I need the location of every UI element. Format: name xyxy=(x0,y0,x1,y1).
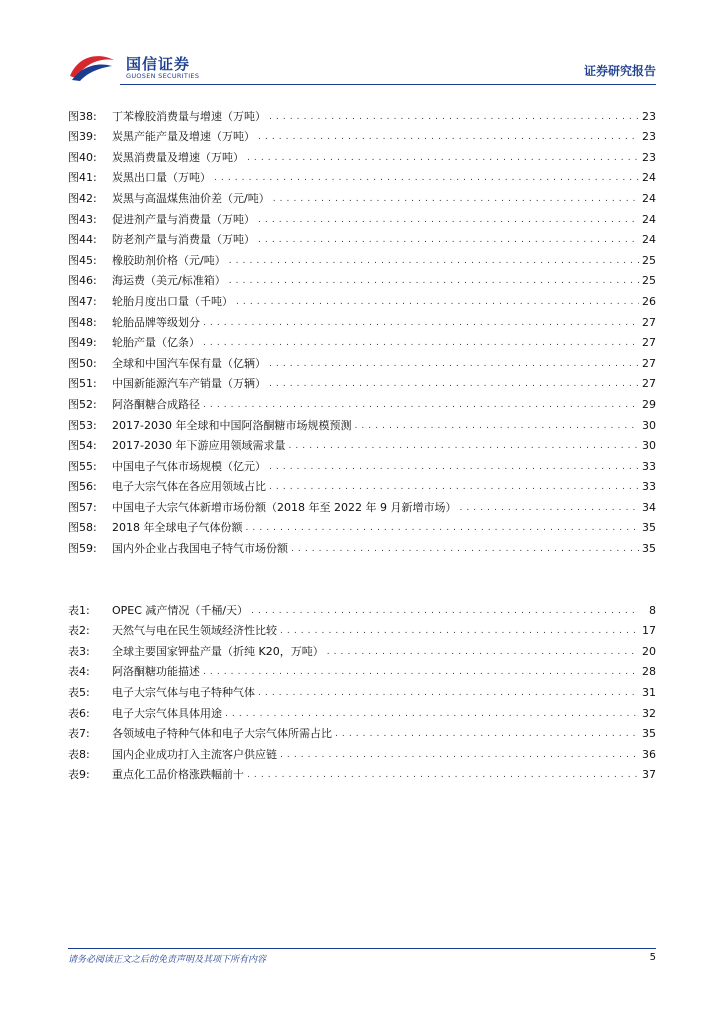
toc-title: 阿洛酮糖合成路径 xyxy=(112,397,200,411)
dot-leader xyxy=(291,541,639,556)
toc-title: 轮胎产量（亿条） xyxy=(112,336,200,350)
toc-title: 轮胎月度出口量（千吨） xyxy=(112,294,233,308)
dot-leader xyxy=(269,109,639,124)
table-entry[interactable] xyxy=(68,741,656,762)
figure-entry[interactable] xyxy=(68,309,656,330)
toc-title: 海运费（美元/标准箱） xyxy=(112,274,226,288)
toc-label: 图55: xyxy=(68,459,97,473)
toc-page-number: 34 xyxy=(642,500,656,514)
toc-label: 图51: xyxy=(68,377,97,391)
toc-title: 电子大宗气体与电子特种气体 xyxy=(112,685,255,699)
toc-title: 中国电子气体市场规模（亿元） xyxy=(112,459,266,473)
toc-page-number: 23 xyxy=(642,130,656,144)
dot-leader xyxy=(229,253,639,268)
toc-label: 图41: xyxy=(68,171,97,185)
toc-label: 表7: xyxy=(68,727,90,741)
toc-title: 国内企业成功打入主流客户供应链 xyxy=(112,747,277,761)
toc-title: 各领域电子特种气体和电子大宗气体所需占比 xyxy=(112,727,332,741)
toc-label: 表1: xyxy=(68,603,90,617)
table-entry[interactable] xyxy=(68,721,656,742)
dot-leader xyxy=(269,356,639,371)
toc-label: 表2: xyxy=(68,624,90,638)
dot-leader xyxy=(280,623,639,638)
toc-label: 图42: xyxy=(68,191,97,205)
toc-page-number: 24 xyxy=(642,191,656,205)
dot-leader xyxy=(258,212,639,227)
toc-label: 图39: xyxy=(68,130,97,144)
toc-title: 2017-2030 年全球和中国阿洛酮糖市场规模预测 xyxy=(112,418,352,432)
figure-entry[interactable] xyxy=(68,227,656,248)
page-number: 5 xyxy=(649,952,656,963)
dot-leader xyxy=(203,315,639,330)
toc-label: 图57: xyxy=(68,500,97,514)
dot-leader xyxy=(203,664,639,679)
footer-divider xyxy=(68,948,656,949)
toc-label: 图47: xyxy=(68,294,97,308)
toc-page-number: 29 xyxy=(642,397,656,411)
toc-title: 国内外企业占我国电子特气市场份额 xyxy=(112,542,288,556)
figure-entry[interactable] xyxy=(68,330,656,351)
toc-title: 电子大宗气体具体用途 xyxy=(112,706,222,720)
toc-title: 轮胎品牌等级划分 xyxy=(112,315,200,329)
toc-label: 图44: xyxy=(68,233,97,247)
toc-title: 炭黑消费量及增速（万吨） xyxy=(112,150,244,164)
dot-leader xyxy=(354,418,639,433)
brand-name-en: GUOSEN SECURITIES xyxy=(126,72,200,80)
toc-title: 中国新能源汽车产销量（万辆） xyxy=(112,377,266,391)
figure-entry[interactable] xyxy=(68,103,656,124)
dot-leader xyxy=(288,438,639,453)
dot-leader xyxy=(269,376,639,391)
figure-index xyxy=(68,103,656,556)
toc-label: 图45: xyxy=(68,253,97,267)
toc-label: 图43: xyxy=(68,212,97,226)
dot-leader xyxy=(258,685,639,700)
figure-entry[interactable] xyxy=(68,185,656,206)
toc-title: 全球主要国家钾盐产量（折纯 K20，万吨） xyxy=(112,644,324,658)
dot-leader xyxy=(273,191,639,206)
toc-page-number: 25 xyxy=(642,253,656,267)
figure-entry[interactable] xyxy=(68,515,656,536)
toc-title: 促进剂产量与消费量（万吨） xyxy=(112,212,255,226)
toc-page-number: 20 xyxy=(642,644,656,658)
toc-label: 图56: xyxy=(68,480,97,494)
toc-title: 2018 年全球电子气体份额 xyxy=(112,521,243,535)
toc-label: 表6: xyxy=(68,706,90,720)
figure-entry[interactable] xyxy=(68,350,656,371)
figure-entry[interactable] xyxy=(68,391,656,412)
figure-entry[interactable] xyxy=(68,474,656,495)
header-divider xyxy=(120,84,656,85)
figure-entry[interactable] xyxy=(68,371,656,392)
table-entry[interactable] xyxy=(68,638,656,659)
toc-label: 图59: xyxy=(68,542,97,556)
table-entry[interactable] xyxy=(68,700,656,721)
toc-label: 图54: xyxy=(68,439,97,453)
figure-entry[interactable] xyxy=(68,288,656,309)
dot-leader xyxy=(258,129,639,144)
table-entry[interactable] xyxy=(68,679,656,700)
guosen-logo-icon xyxy=(68,50,116,82)
dot-leader xyxy=(203,397,639,412)
table-index xyxy=(68,597,656,782)
dot-leader xyxy=(280,747,639,762)
dot-leader xyxy=(327,644,639,659)
figure-entry[interactable] xyxy=(68,144,656,165)
toc-page-number: 24 xyxy=(642,212,656,226)
toc-label: 表3: xyxy=(68,644,90,658)
toc-page-number: 8 xyxy=(649,603,656,617)
toc-page-number: 30 xyxy=(642,439,656,453)
figure-entry[interactable] xyxy=(68,206,656,227)
toc-page-number: 27 xyxy=(642,377,656,391)
toc-label: 表5: xyxy=(68,685,90,699)
toc-page-number: 23 xyxy=(642,150,656,164)
toc-page-number: 35 xyxy=(642,727,656,741)
figure-entry[interactable] xyxy=(68,453,656,474)
toc-label: 图46: xyxy=(68,274,97,288)
toc-title: 防老剂产量与消费量（万吨） xyxy=(112,233,255,247)
toc-page-number: 33 xyxy=(642,480,656,494)
toc-page-number: 37 xyxy=(642,768,656,782)
toc-label: 表4: xyxy=(68,665,90,679)
toc-title: 炭黑出口量（万吨） xyxy=(112,171,211,185)
toc-page-number: 25 xyxy=(642,274,656,288)
dot-leader xyxy=(247,767,639,782)
toc-title: 炭黑与高温煤焦油价差（元/吨） xyxy=(112,191,270,205)
toc-title: 全球和中国汽车保有量（亿辆） xyxy=(112,356,266,370)
toc-title: 电子大宗气体在各应用领域占比 xyxy=(112,480,266,494)
dot-leader xyxy=(203,335,639,350)
toc-page-number: 33 xyxy=(642,459,656,473)
toc-page-number: 32 xyxy=(642,706,656,720)
toc-page-number: 30 xyxy=(642,418,656,432)
toc-page-number: 27 xyxy=(642,336,656,350)
dot-leader xyxy=(246,520,640,535)
dot-leader xyxy=(214,170,639,185)
dot-leader xyxy=(258,232,639,247)
toc-page-number: 24 xyxy=(642,171,656,185)
figure-entry[interactable] xyxy=(68,124,656,145)
dot-leader xyxy=(251,603,639,618)
toc-page-number: 17 xyxy=(642,624,656,638)
toc-label: 表8: xyxy=(68,747,90,761)
table-entry[interactable] xyxy=(68,597,656,618)
figure-entry[interactable] xyxy=(68,433,656,454)
figure-entry[interactable] xyxy=(68,165,656,186)
toc-label: 图48: xyxy=(68,315,97,329)
toc-label: 表9: xyxy=(68,768,90,782)
figure-entry[interactable] xyxy=(68,247,656,268)
figure-entry[interactable] xyxy=(68,494,656,515)
toc-label: 图49: xyxy=(68,336,97,350)
footer-disclaimer: 请务必阅读正文之后的免责声明及其项下所有内容 xyxy=(68,955,267,965)
figure-entry[interactable] xyxy=(68,268,656,289)
dot-leader xyxy=(269,459,639,474)
toc-title: 重点化工品价格涨跌幅前十 xyxy=(112,768,244,782)
figure-entry[interactable] xyxy=(68,535,656,556)
toc-title: 2017-2030 年下游应用领域需求量 xyxy=(112,439,286,453)
page-header xyxy=(0,0,724,90)
toc-title: 天然气与电在民生领域经济性比较 xyxy=(112,624,277,638)
toc-page-number: 35 xyxy=(642,542,656,556)
brand-name: 国信证券 xyxy=(126,55,191,73)
toc-title: 丁苯橡胶消费量与增速（万吨） xyxy=(112,109,266,123)
dot-leader xyxy=(459,500,639,515)
toc-label: 图38: xyxy=(68,109,97,123)
table-entry[interactable] xyxy=(68,618,656,639)
dot-leader xyxy=(236,294,639,309)
toc-page-number: 27 xyxy=(642,315,656,329)
toc-page-number: 31 xyxy=(642,685,656,699)
toc-title: OPEC 减产情况（千桶/天） xyxy=(112,603,249,617)
toc-label: 图53: xyxy=(68,418,97,432)
table-entry[interactable] xyxy=(68,659,656,680)
toc-title: 中国电子大宗气体新增市场份额（2018 年至 2022 年 9 月新增市场） xyxy=(112,500,457,514)
toc-page-number: 28 xyxy=(642,665,656,679)
dot-leader xyxy=(229,273,639,288)
dot-leader xyxy=(225,706,639,721)
toc-label: 图52: xyxy=(68,397,97,411)
toc-page-number: 26 xyxy=(642,294,656,308)
toc-label: 图58: xyxy=(68,521,97,535)
toc-page-number: 23 xyxy=(642,109,656,123)
toc-page-number: 36 xyxy=(642,747,656,761)
toc-title: 阿洛酮糖功能描述 xyxy=(112,665,200,679)
toc-page-number: 24 xyxy=(642,233,656,247)
toc-page-number: 35 xyxy=(642,521,656,535)
dot-leader xyxy=(247,150,639,165)
toc-page-number: 27 xyxy=(642,356,656,370)
table-entry[interactable] xyxy=(68,762,656,783)
toc-title: 橡胶助剂价格（元/吨） xyxy=(112,253,226,267)
toc-label: 图40: xyxy=(68,150,97,164)
figure-entry[interactable] xyxy=(68,412,656,433)
report-type: 证券研究报告 xyxy=(583,64,656,78)
dot-leader xyxy=(269,479,639,494)
toc-title: 炭黑产能产量及增速（万吨） xyxy=(112,130,255,144)
dot-leader xyxy=(335,726,639,741)
toc-label: 图50: xyxy=(68,356,97,370)
